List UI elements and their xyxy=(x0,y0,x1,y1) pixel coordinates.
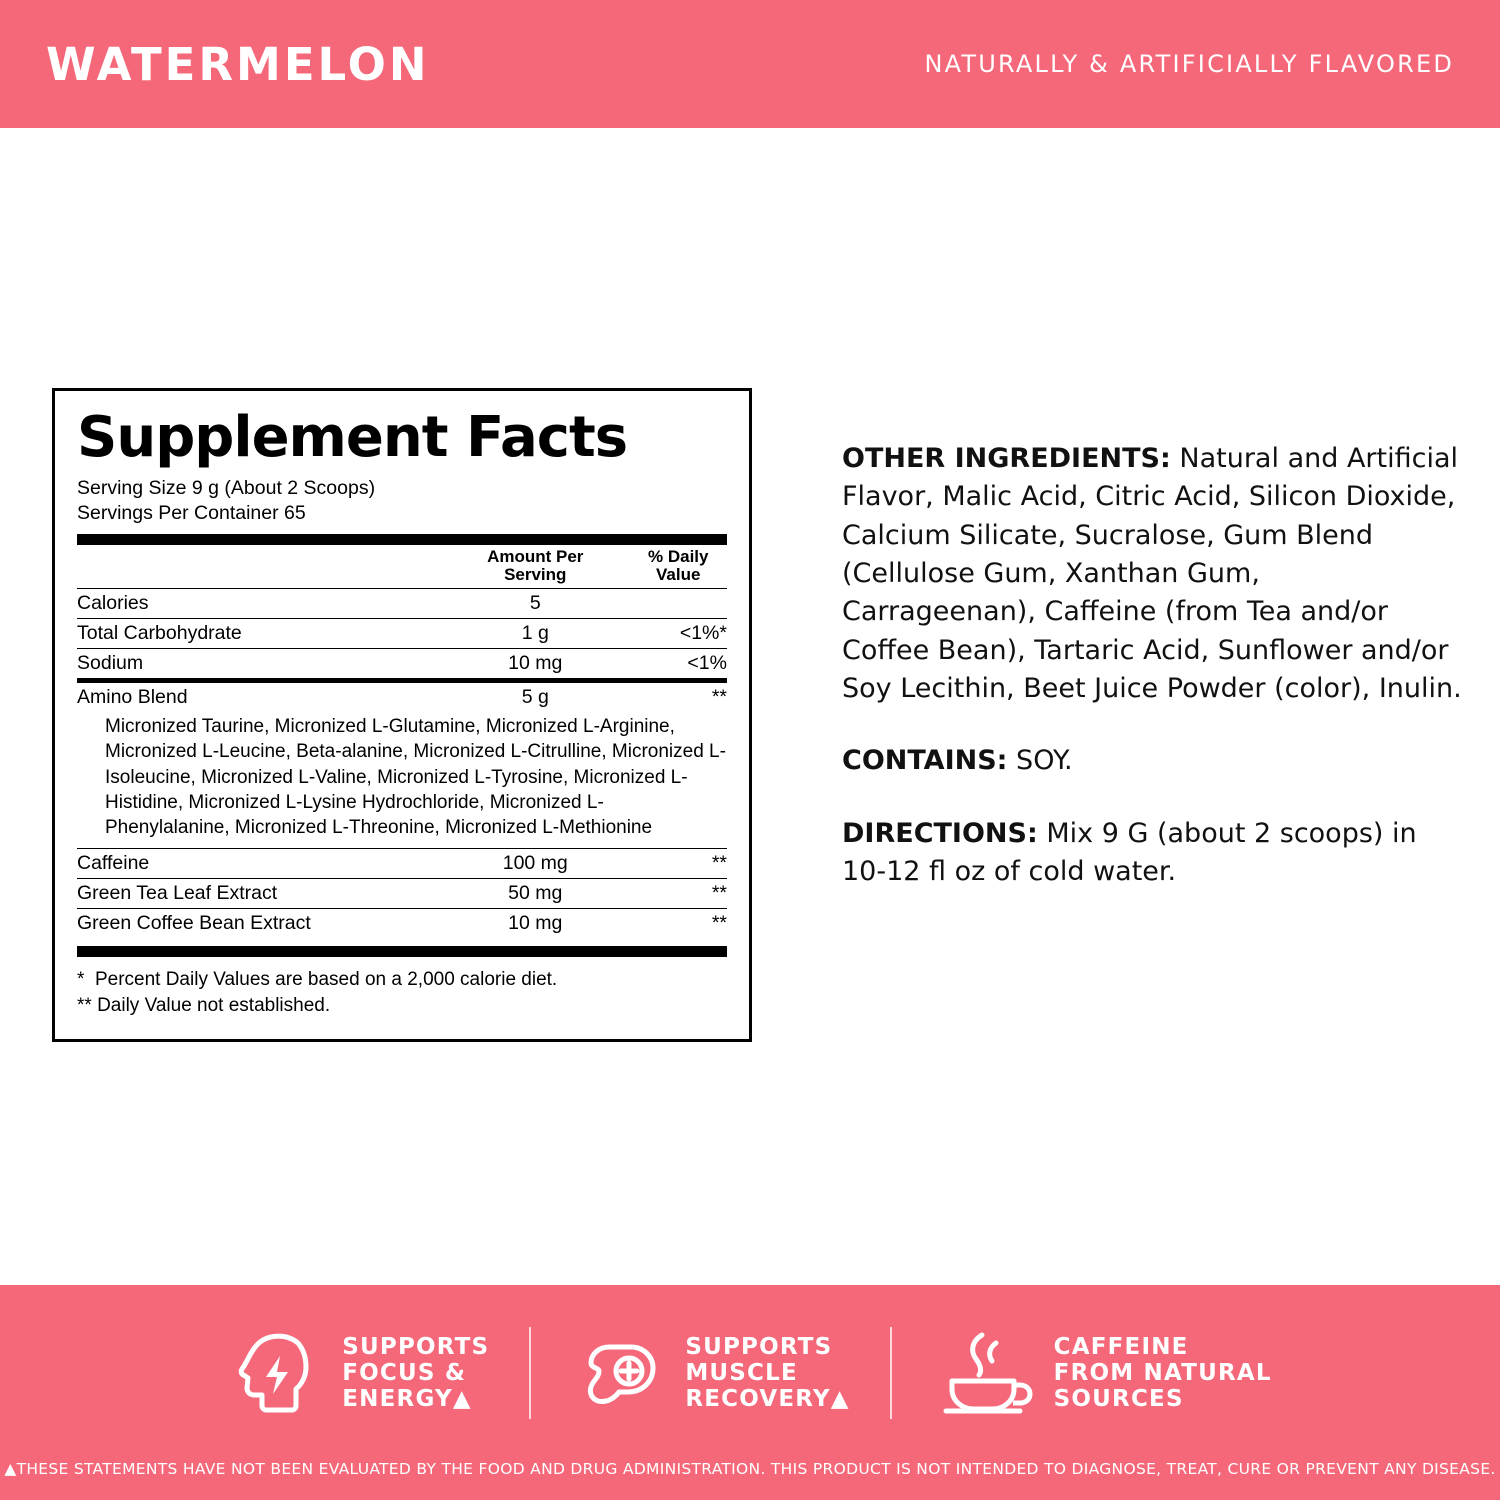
amino-blend-amount: 5 g xyxy=(521,686,549,709)
right-info-column xyxy=(842,440,1462,925)
table-row: Calories 5 xyxy=(77,589,727,619)
footnote-not-established: ** Daily Value not established. xyxy=(77,995,331,1017)
directions-paragraph xyxy=(842,815,1462,892)
directions-text: Mix 9 G (about 2 scoops) in 10-12 fl oz of cold water. xyxy=(842,817,1417,887)
benefit-muscle-recovery-label: SUPPORTS MUSCLE RECOVERY▲ xyxy=(685,1333,850,1413)
bottom-banner xyxy=(0,1285,1500,1500)
supplement-facts-table xyxy=(77,545,727,678)
coffee-cup-icon xyxy=(932,1323,1036,1423)
benefit-caffeine-natural xyxy=(892,1323,1312,1423)
supplement-facts-panel xyxy=(52,388,752,1042)
supplement-facts-title: Supplement Facts xyxy=(77,405,628,470)
header-blank xyxy=(77,545,441,589)
flavor-note: NATURALLY & ARTIFICIALLY FLAVORED xyxy=(924,50,1454,78)
table-row xyxy=(77,683,727,712)
supplement-facts-table-2 xyxy=(77,849,727,938)
servings-per-container: Servings Per Container 65 xyxy=(77,501,306,524)
header-daily-value: % Daily Value xyxy=(648,546,709,585)
footnotes xyxy=(77,957,727,1018)
serving-info xyxy=(77,476,727,526)
table-row: Sodium 10 mg <1% xyxy=(77,649,727,679)
contains-label: CONTAINS: xyxy=(842,745,1008,777)
other-ingredients-label: OTHER INGREDIENTS: xyxy=(842,443,1171,474)
benefits-row xyxy=(0,1303,1500,1443)
contains-paragraph xyxy=(842,742,1462,780)
table-row: Green Tea Leaf Extract 50 mg ** xyxy=(77,879,727,909)
flavor-title: WATERMELON xyxy=(46,37,430,91)
directions-label: DIRECTIONS: xyxy=(842,817,1038,849)
flexed-arm-icon xyxy=(571,1323,667,1423)
amino-blend-dv: ** xyxy=(711,686,727,709)
other-ingredients-paragraph xyxy=(842,440,1462,708)
benefit-muscle-recovery xyxy=(531,1323,889,1423)
top-banner xyxy=(0,0,1500,128)
table-header-row xyxy=(77,545,727,589)
rule-thick-bottom xyxy=(77,946,727,957)
benefit-focus-energy-label: SUPPORTS FOCUS & ENERGY▲ xyxy=(342,1333,490,1413)
footnote-daily-values: * Percent Daily Values are based on a 2,000 calorie diet. xyxy=(77,969,558,991)
table-row: Green Coffee Bean Extract 10 mg ** xyxy=(77,909,727,939)
table-row: Caffeine 100 mg ** xyxy=(77,852,727,875)
table-row: Total Carbohydrate 1 g <1%* xyxy=(77,619,727,649)
amino-blend-table xyxy=(77,683,727,712)
rule-thick-top xyxy=(77,534,727,545)
amino-blend-name: Amino Blend xyxy=(77,686,188,709)
contains-text: SOY. xyxy=(1007,745,1073,777)
serving-size: Serving Size 9 g (About 2 Scoops) xyxy=(77,476,376,499)
other-ingredients-text: Natural and Artificial Flavor, Malic Acid, Citric Acid, Silicon Dioxide, Calcium Silicate, Sucralose, Gum Blend (Cellulose Gum, Xanthan Gum, Carrageenan), Caffeine (from Tea and/or Coffee Bean), Tartaric Acid, Sunflower and/or Soy Lecithin, Beet Juice Powder (color), Inulin. xyxy=(842,443,1462,704)
amino-blend-ingredients: Micronized Taurine, Micronized L-Glutamine, Micronized L-Arginine, Micronized L-Leucine, Beta-alanine, Micronized L-Citrulline, Micronized L-Isoleucine, Micronized L-Valine, Micronized L-Tyrosine, Micronized L-Histidine, Micronized L-Lysine Hydrochloride, Micronized L-Phenylalanine, Micronized L-Threonine, Micronized L-Methionine xyxy=(105,716,726,839)
fda-disclaimer: ▲THESE STATEMENTS HAVE NOT BEEN EVALUATED BY THE FOOD AND DRUG ADMINISTRATION. THIS PRODUCT IS NOT INTENDED TO DIAGNOSE, TREAT, CURE OR PREVENT ANY DISEASE. xyxy=(4,1460,1496,1478)
header-amount-per-serving: Amount Per Serving xyxy=(487,546,584,585)
benefit-focus-energy xyxy=(188,1323,529,1423)
benefit-caffeine-natural-label: CAFFEINE FROM NATURAL SOURCES xyxy=(1053,1333,1272,1413)
head-bolt-icon xyxy=(228,1323,324,1423)
